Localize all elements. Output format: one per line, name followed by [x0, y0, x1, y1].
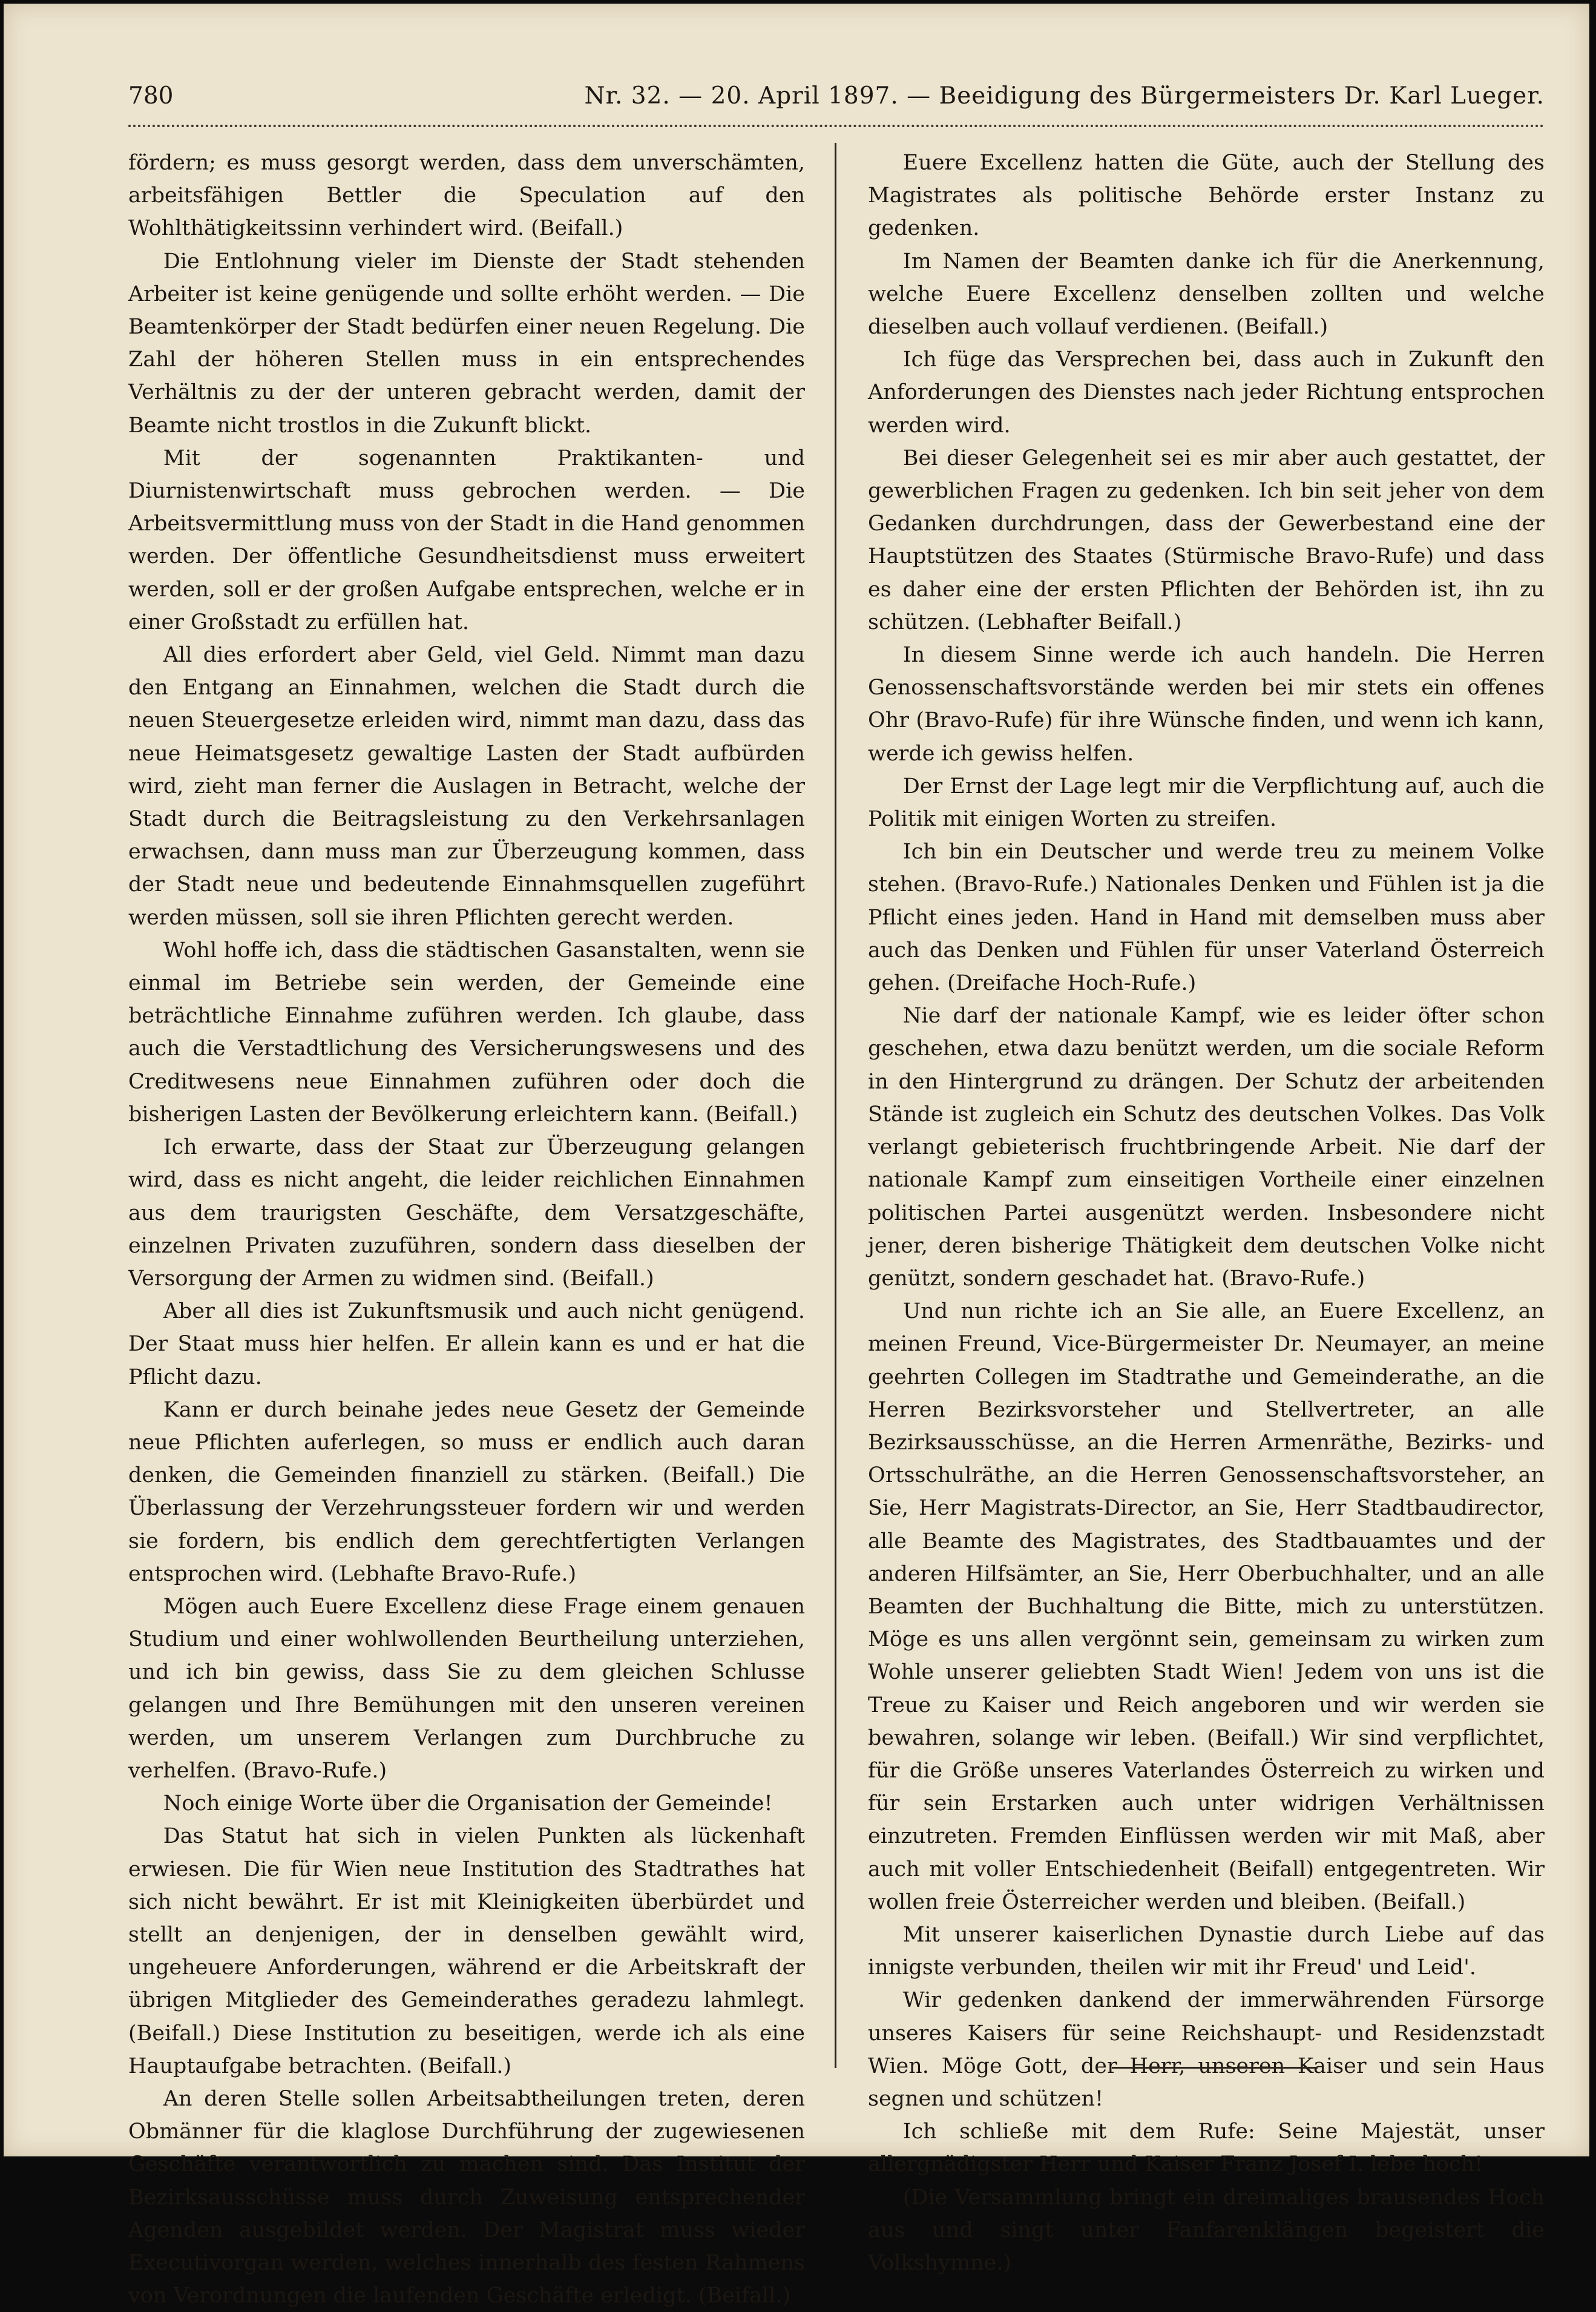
- paragraph: Und nun richte ich an Sie alle, an Euere Excellenz, an meinen Freund, Vice-Bürgermeister Dr. Neumayer, an meine geehrten Collegen im Stadtrathe und Gemeinderathe, an die Herren Bezirksvorsteher und Stellvertreter, an alle Bezirksausschüsse, an die Herren Armenräthe, Bezirks- und Ortsschulräthe, an die Herren Genossenschaftsvorsteher, an Sie, Herr Magistrats-Director, an Sie, Herr Stadtbaudirector, alle Beamte des Magistrates, des Stadtbauamtes und der anderen Hilfsämter, an Sie, Herr Oberbuchhalter, und an alle Beamten der Buchhaltung die Bitte, mich zu unterstützen. Möge es uns allen vergönnt sein, gemeinsam zu wirken zum Wohle unserer geliebten Stadt Wien! Jedem von uns ist die Treue zu Kaiser und Reich angeboren und wir werden sie bewahren, solange wir leben. (Beifall.) Wir sind verpflichtet, für die Größe unseres Vaterlandes Österreich zu wirken und für sein Erstarken auch unter widrigen Verhältnissen einzutreten. Fremden Einflüssen werden wir mit Maß, aber auch mit voller Entschiedenheit (Beifall) entgegentreten. Wir wollen freie Österreicher werden und bleiben. (Beifall.): [868, 1299, 1545, 1914]
- paragraph: In diesem Sinne werde ich auch handeln. Die Herren Genossenschaftsvorstände werden bei mir stets ein offenes Ohr (Bravo-Rufe) für ihre Wünsche finden, und wenn ich kann, werde ich gewiss helfen.: [868, 643, 1545, 766]
- paragraph: Kann er durch beinahe jedes neue Gesetz der Gemeinde neue Pflichten auferlegen, so muss er endlich auch daran denken, die Gemeinden finanziell zu stärken. (Beifall.) Die Überlassung der Verzehrungssteuer fordern wir und werden sie fordern, bis endlich dem gerechtfertigten Verlangen entsprochen wird. (Lebhafte Bravo-Rufe.): [128, 1397, 805, 1586]
- paragraph: (Die Versammlung bringt ein dreimaliges brausendes Hoch aus und singt unter Fanfarenklängen begeistert die Volkshymne.): [868, 2185, 1545, 2275]
- left-column: [128, 147, 805, 2312]
- paragraph: Wohl hoffe ich, dass die städtischen Gasanstalten, wenn sie einmal im Betriebe sein werden, der Gemeinde eine beträchtliche Einnahme zuführen werden. Ich glaube, dass auch die Verstadtlichung des Versicherungswesens und des Creditwesens neue Einnahmen zuführen oder doch die bisherigen Lasten der Bevölkerung erleichtern kann. (Beifall.): [128, 938, 805, 1127]
- paragraph: Nie darf der nationale Kampf, wie es leider öfter schon geschehen, etwa dazu benützt werden, um die sociale Reform in den Hintergrund zu drängen. Der Schutz der arbeitenden Stände ist zugleich ein Schutz des deutschen Volkes. Das Volk verlangt gebieterisch fruchtbringende Arbeit. Nie darf der nationale Kampf zum einseitigen Vortheile einer einzelnen politischen Partei ausgenützt werden. Insbesondere nicht jener, deren bisherige Thätigkeit dem deutschen Volke nicht genützt, sondern geschadet hat. (Bravo-Rufe.): [868, 1004, 1545, 1291]
- paragraph: Wir gedenken dankend der immerwährenden Fürsorge unseres Kaisers für seine Reichshaupt- und Residenzstadt Wien. Möge Gott, der Herr, unseren Kaiser und sein Haus segnen und schützen!: [868, 1988, 1545, 2111]
- paragraph: Aber all dies ist Zukunftsmusik und auch nicht genügend. Der Staat muss hier helfen. Er allein kann es und er hat die Pflicht dazu.: [128, 1299, 805, 1389]
- paragraph: Mögen auch Euere Excellenz diese Frage einem genauen Studium und einer wohlwollenden Beurtheilung unterziehen, und ich bin gewiss, dass Sie zu dem gleichen Schlusse gelangen und Ihre Bemühungen mit den unseren vereinen werden, um unserem Verlangen zum Durchbruche zu verhelfen. (Bravo-Rufe.): [128, 1594, 805, 1783]
- paragraph: Ich schließe mit dem Rufe: Seine Majestät, unser allergnädigster Herr und Kaiser Franz Josef I. lebe hoch!: [868, 2119, 1545, 2177]
- right-column: [868, 147, 1545, 2279]
- page-header: [128, 75, 1545, 117]
- paper-sheet: [4, 4, 1589, 2308]
- end-rule: [1112, 2067, 1318, 2069]
- paragraph: Euere Excellenz hatten die Güte, auch der Stellung des Magistrates als politische Behörde erster Instanz zu gedenken.: [868, 151, 1545, 241]
- paragraph: An deren Stelle sollen Arbeitsabtheilungen treten, deren Obmänner für die klaglose Durchführung der zugewiesenen Geschäfte verantwortlich zu machen sind. Das Institut der Bezirksausschüsse muss durch Zuweisung entsprechender Agenden ausgebildet werden. Der Magistrat muss wieder Executivorgan werden, welches innerhalb des festen Rahmens von Verordnungen die laufenden Geschäfte erledigt. (Beifall.): [128, 2086, 805, 2308]
- paragraph: Im Namen der Beamten danke ich für die Anerkennung, welche Euere Excellenz denselben zollten und welche dieselben auch vollauf verdienen. (Beifall.): [868, 249, 1545, 340]
- paragraph: Der Ernst der Lage legt mir die Verpflichtung auf, auch die Politik mit einigen Worten zu streifen.: [868, 774, 1545, 832]
- page-number: 780: [128, 82, 174, 110]
- paragraph: Bei dieser Gelegenheit sei es mir aber auch gestattet, der gewerblichen Fragen zu gedenken. Ich bin seit jeher von dem Gedanken durchdrungen, dass der Gewerbestand eine der Hauptstützen des Staates (Stürmische Bravo-Rufe) und dass es daher eine der ersten Pflichten der Behörden ist, ihn zu schützen. (Lebhafter Beifall.): [868, 446, 1545, 634]
- newspaper-page: [128, 75, 1545, 2308]
- paragraph: Mit der sogenannten Praktikanten- und Diurnistenwirtschaft muss gebrochen werden. — Die Arbeitsvermittlung muss von der Stadt in die Hand genommen werden. Der öffentliche Gesundheitsdienst muss erweitert werden, soll er der großen Aufgabe entsprechen, welche er in einer Großstadt zu erfüllen hat.: [128, 446, 805, 634]
- paragraph: Die Entlohnung vieler im Dienste der Stadt stehenden Arbeiter ist keine genügende und sollte erhöht werden. — Die Beamtenkörper der Stadt bedürfen einer neuen Regelung. Die Zahl der höheren Stellen muss in ein entsprechendes Verhältnis zu der der unteren gebracht werden, damit der Beamte nicht trostlos in die Zukunft blickt.: [128, 249, 805, 438]
- paragraph: fördern; es muss gesorgt werden, dass dem unverschämten, arbeitsfähigen Bettler die Speculation auf den Wohlthätigkeitssinn verhindert wird. (Beifall.): [128, 151, 805, 241]
- column-divider: [835, 143, 836, 2068]
- paragraph: Das Statut hat sich in vielen Punkten als lückenhaft erwiesen. Die für Wien neue Institution des Stadtrathes hat sich nicht bewährt. Er ist mit Kleinigkeiten überbürdet und stellt an denjenigen, der in denselben gewählt wird, ungeheuere Anforderungen, während er die Arbeitskraft der übrigen Mitglieder des Gemeinderathes geradezu lahmlegt. (Beifall.) Diese Institution zu beseitigen, werde ich als eine Hauptaufgabe betrachten. (Beifall.): [128, 1824, 805, 2078]
- paragraph: All dies erfordert aber Geld, viel Geld. Nimmt man dazu den Entgang an Einnahmen, welchen die Stadt durch die neuen Steuergesetze erleiden wird, nimmt man dazu, dass das neue Heimatsgesetz gewaltige Lasten der Stadt aufbürden wird, zieht man ferner die Auslagen in Betracht, welche der Stadt durch die Beitragsleistung zu den Verkehrsanlagen erwachsen, dann muss man zur Überzeugung kommen, dass der Stadt neue und bedeutende Einnahmsquellen zugeführt werden müssen, soll sie ihren Pflichten gerecht werden.: [128, 643, 805, 930]
- running-title: Nr. 32. — 20. April 1897. — Beeidigung des Bürgermeisters Dr. Karl Lueger.: [584, 82, 1545, 110]
- paragraph: Noch einige Worte über die Organisation der Gemeinde!: [163, 1791, 773, 1816]
- paragraph: Ich erwarte, dass der Staat zur Überzeugung gelangen wird, dass es nicht angeht, die leider reichlichen Einnahmen aus dem traurigsten Geschäfte, dem Versatzgeschäfte, einzelnen Privaten zuzuführen, sondern dass dieselben der Versorgung der Armen zu widmen sind. (Beifall.): [128, 1135, 805, 1291]
- paragraph: Ich füge das Versprechen bei, dass auch in Zukunft den Anforderungen des Dienstes nach jeder Richtung entsprochen werden wird.: [868, 347, 1545, 438]
- header-rule: [128, 125, 1545, 127]
- paragraph: Mit unserer kaiserlichen Dynastie durch Liebe auf das innigste verbunden, theilen wir mit ihr Freud' und Leid'.: [868, 1922, 1545, 1980]
- paragraph: Ich bin ein Deutscher und werde treu zu meinem Volke stehen. (Bravo-Rufe.) Nationales Denken und Fühlen ist ja die Pflicht eines jeden. Hand in Hand mit demselben muss aber auch das Denken und Fühlen für unser Vaterland Österreich gehen. (Dreifache Hoch-Rufe.): [868, 840, 1545, 996]
